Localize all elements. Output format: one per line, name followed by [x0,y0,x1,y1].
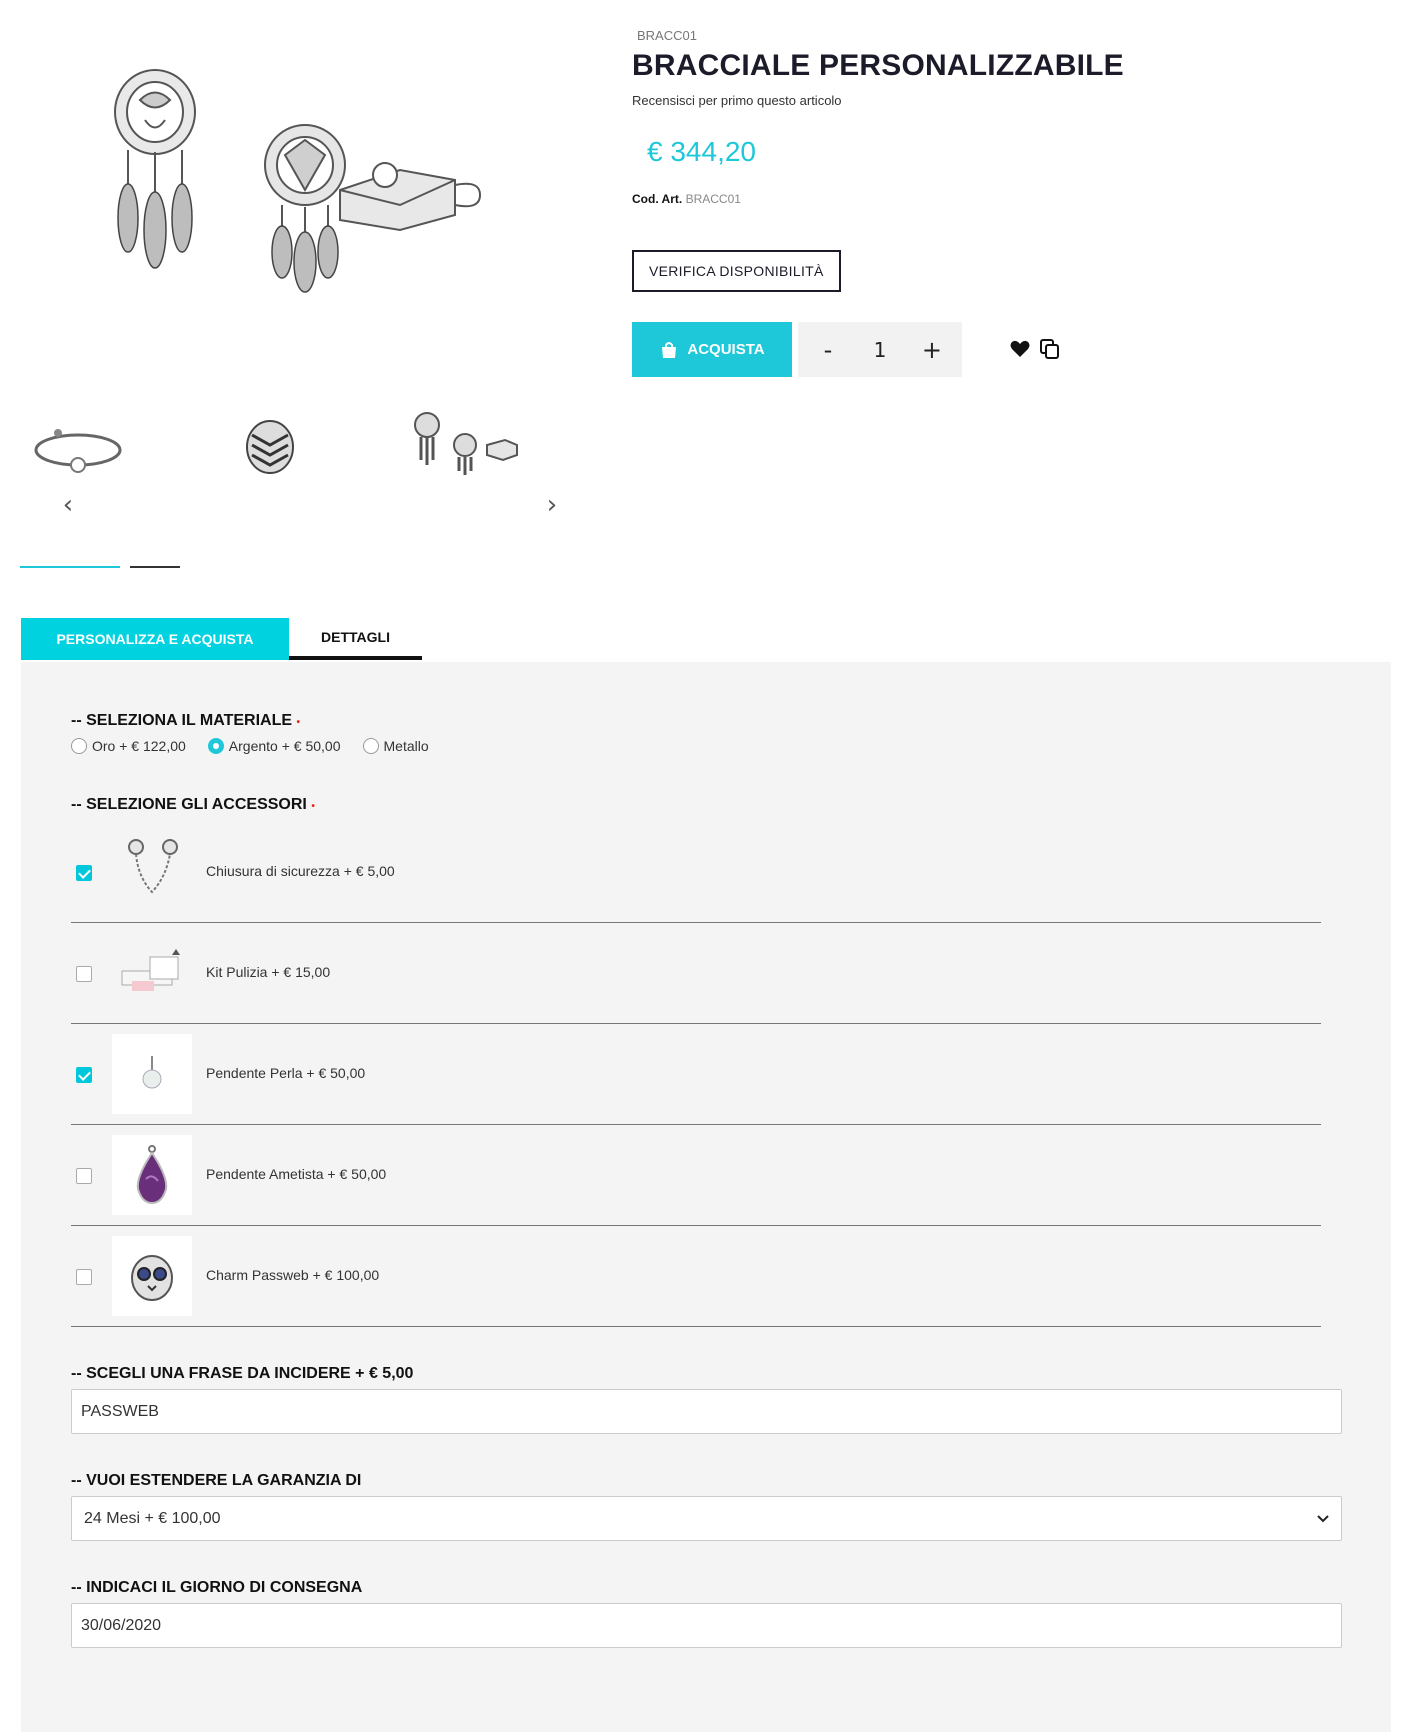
quantity-stepper [798,322,962,377]
radio-label: Metallo [383,738,429,754]
required-marker: • [311,801,315,812]
radio-button[interactable] [363,738,379,754]
compare-icon[interactable] [1039,338,1061,360]
accessory-row [71,1226,1321,1327]
verify-availability-button[interactable]: VERIFICA DISPONIBILITÀ [632,250,841,292]
buy-button-label: ACQUISTA [687,341,765,358]
product-actions [1009,338,1061,360]
accessory-row [71,822,1321,923]
accessory-checkbox[interactable] [76,1269,92,1285]
review-link[interactable]: Recensisci per primo questo articolo [632,93,842,108]
qty-increase-button[interactable]: + [921,335,943,364]
buy-button[interactable] [632,322,792,377]
material-option-argento[interactable] [208,738,341,754]
thumbnail-carousel [20,405,580,520]
pagination-dot-active[interactable] [20,566,120,568]
accessory-row [71,1024,1321,1125]
owl-charm-image [112,1236,192,1316]
product-code-value: BRACC01 [685,192,741,206]
carousel-pagination [20,566,220,570]
accessories-title-text: -- SELEZIONE GLI ACCESSORI [71,796,307,813]
amethyst-pendant-image [112,1135,192,1215]
product-gallery [0,0,600,580]
product-price: € 344,20 [647,136,756,167]
product-info [632,28,1372,378]
radio-label: Argento + € 50,00 [228,738,341,754]
warranty-select[interactable] [71,1496,1342,1541]
material-title-text: -- SELEZIONA IL MATERIALE [71,712,293,729]
material-radio-group [71,738,451,754]
qty-decrease-button[interactable]: - [823,335,833,364]
accessory-checkbox[interactable] [76,865,92,881]
warranty-selected-value: 24 Mesi + € 100,00 [84,1509,221,1527]
radio-button[interactable] [71,738,87,754]
engraving-input[interactable]: PASSWEB [71,1389,1342,1434]
radio-label: Oro + € 122,00 [92,738,186,754]
required-marker: • [296,717,300,728]
material-option-oro[interactable] [71,738,186,754]
thumbnail-charm[interactable] [210,405,340,505]
product-tabs [21,618,441,662]
accessory-row [71,923,1321,1024]
accessory-checkbox[interactable] [76,966,92,982]
accessory-label: Pendente Perla + € 50,00 [206,1065,366,1081]
product-code [632,192,1372,206]
accessory-checkbox[interactable] [76,1168,92,1184]
engraving-section-title: -- SCEGLI UNA FRASE DA INCIDERE + € 5,00 [71,1365,414,1382]
accessory-label: Chiusura di sicurezza + € 5,00 [206,863,395,879]
customize-panel [21,662,1391,1732]
material-option-metallo[interactable] [363,738,429,754]
material-section-title [71,712,300,730]
heart-icon[interactable] [1009,338,1031,360]
product-title: BRACCIALE PERSONALIZZABILE [632,49,1124,82]
radio-button-selected[interactable] [208,738,224,754]
delivery-section-title: -- INDICACI IL GIORNO DI CONSEGNA [71,1579,363,1596]
accessory-label: Charm Passweb + € 100,00 [206,1267,380,1283]
accessory-checkbox[interactable] [76,1067,92,1083]
pagination-dot[interactable] [130,566,180,568]
cleaning-kit-image [112,933,192,1013]
product-code-label: Cod. Art. [632,192,683,206]
tab-details[interactable]: DETTAGLI [289,618,422,660]
thumbnail-dreamcatcher-set[interactable] [405,405,535,505]
delivery-date-input[interactable]: 30/06/2020 [71,1603,1342,1648]
gallery-prev-arrow[interactable]: ‹ [62,490,74,520]
pearl-pendant-image [112,1034,192,1114]
thumbnail-bracelet[interactable] [20,405,150,505]
product-sku: BRACC01 [637,28,697,43]
tab-customize-buy[interactable]: PERSONALIZZA E ACQUISTA [21,618,289,660]
shopping-bag-icon [659,340,679,360]
warranty-section-title: -- VUOI ESTENDERE LA GARANZIA DI [71,1472,362,1489]
main-product-image[interactable] [60,40,530,340]
gallery-next-arrow[interactable]: › [546,490,558,520]
accessory-row [71,1125,1321,1226]
accessory-label: Kit Pulizia + € 15,00 [206,964,331,980]
safety-chain-image [112,832,192,912]
accessories-section-title [71,796,315,814]
purchase-row [632,322,1372,378]
chevron-down-icon [1317,1515,1329,1523]
accessory-label: Pendente Ametista + € 50,00 [206,1166,387,1182]
qty-value[interactable]: 1 [873,337,887,362]
